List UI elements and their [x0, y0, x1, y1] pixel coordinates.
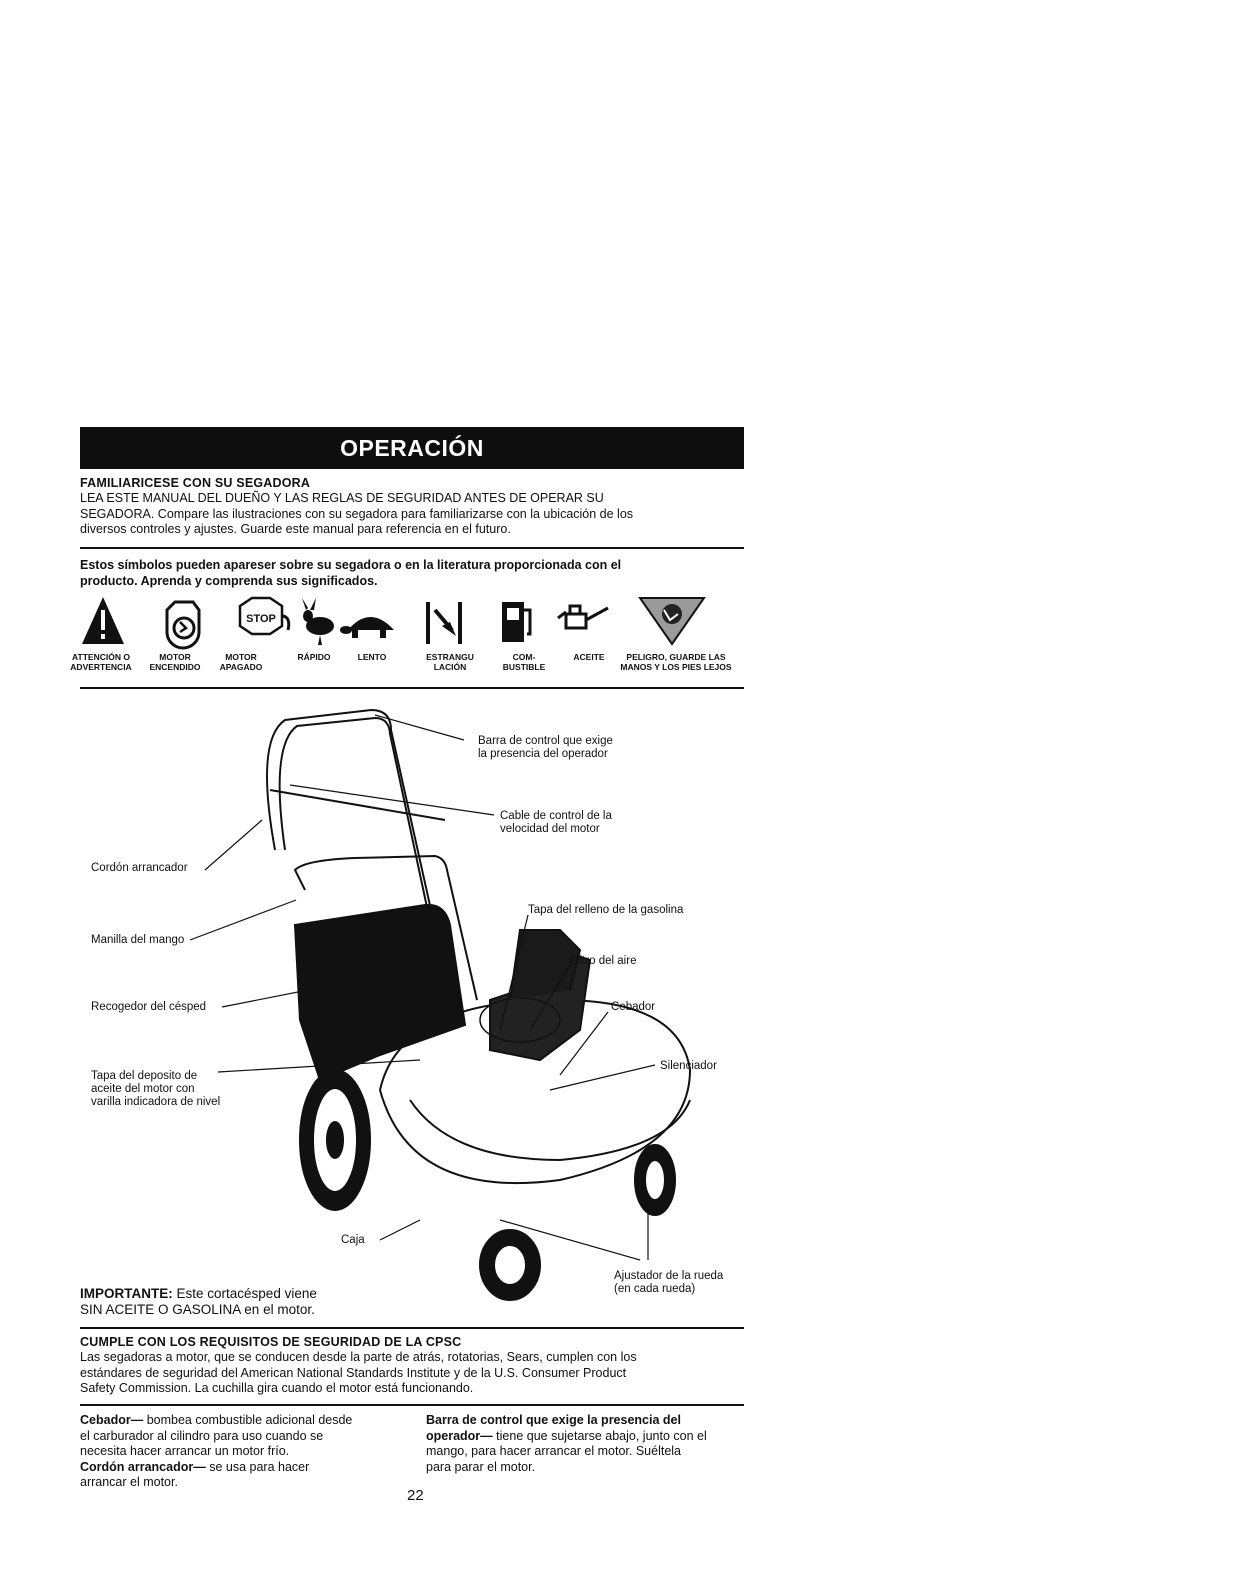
def-bar-text: tiene que sujetarse abajo, junto con el	[496, 1428, 707, 1443]
important-text-2: SIN ACEITE O GASOLINA en el motor.	[80, 1302, 315, 1317]
symbol-label-warning	[66, 652, 136, 672]
symbols-intro	[80, 558, 750, 589]
def-bar-line-2: mango, para hacer arrancar el motor. Suéltela	[426, 1444, 681, 1459]
callout-air-filter: Filtro del aire	[570, 955, 637, 967]
symbol-label-line: COM-	[512, 652, 536, 662]
cpsc-line-3: Safety Commission. La cuchilla gira cuando el motor está funcionando.	[80, 1381, 474, 1396]
symbol-label-line: APAGADO	[219, 662, 263, 672]
symbol-label-line: MOTOR	[225, 652, 257, 662]
symbol-label-danger	[606, 652, 746, 672]
symbol-label-line: LENTO	[357, 652, 387, 662]
def-primer-text: bombea combustible adicional desde	[146, 1413, 353, 1427]
symbol-label-line: ESTRANGU	[426, 652, 474, 662]
fuel-pump-icon	[502, 602, 530, 642]
symbol-label-line: MANOS Y LOS PIES LEJOS	[620, 662, 732, 672]
symbol-label-line: MOTOR	[159, 652, 191, 662]
symbol-label-line: ACEITE	[573, 652, 605, 662]
symbols-intro-line-1: Estos símbolos pueden apareser sobre su segadora o en la literatura proporcionada con el	[80, 558, 622, 572]
def-bar-line-3: para parar el motor.	[426, 1459, 536, 1474]
important-label: IMPORTANTE:	[80, 1286, 173, 1301]
oil-can-icon	[558, 606, 608, 628]
familiarize-line-2: SEGADORA. Compare las ilustraciones con su segadora para familiarizarse con la ubicación de los	[80, 506, 634, 521]
section-banner	[80, 427, 744, 469]
callout-muffler: Silenciador	[660, 1060, 717, 1072]
hand-blade-danger-icon	[640, 598, 704, 644]
callout-line: varilla indicadora de nivel	[91, 1096, 221, 1108]
engine-on-icon	[167, 602, 199, 648]
symbol-label-line: LACIÓN	[433, 662, 467, 672]
callout-wheel-adjuster	[614, 1270, 723, 1296]
def-cord-line-1	[80, 1460, 410, 1476]
symbols-intro-line-2: producto. Aprenda y comprenda sus significados.	[80, 573, 378, 588]
stop-text: STOP	[246, 613, 276, 625]
divider	[80, 547, 744, 549]
section-title: OPERACIÓN	[340, 434, 484, 461]
rabbit-fast-icon	[302, 598, 334, 645]
callout-line: la presencia del operador	[478, 748, 608, 760]
callout-line: velocidad del motor	[500, 823, 600, 835]
def-cord-term: Cordón arrancador—	[80, 1459, 206, 1474]
symbol-label-engine-on	[140, 652, 210, 672]
cpsc-line-1: Las segadoras a motor, que se conducen desde la parte de atrás, rotatorias, Sears, cumplen con los	[80, 1350, 637, 1364]
familiarize-paragraph	[80, 491, 750, 538]
callout-grass-catcher: Recogedor del césped	[91, 1001, 207, 1013]
cpsc-paragraph	[80, 1350, 750, 1397]
symbol-label-fuel	[492, 652, 556, 672]
callout-housing: Caja	[341, 1234, 365, 1246]
definitions-left	[80, 1413, 410, 1491]
def-primer-line-1	[80, 1413, 410, 1429]
stop-icon	[240, 598, 289, 634]
symbol-label-line: ENCENDIDO	[149, 662, 201, 672]
symbol-label-line: ADVERTENCIA	[70, 662, 132, 672]
callout-line: Cable de control de la	[500, 810, 612, 822]
familiarize-line-3: diversos controles y ajustes. Guarde este manual para referencia en el futuro.	[80, 522, 511, 537]
cpsc-line-2: estándares de seguridad del American National Standards Institute y de la U.S. Consumer Product	[80, 1365, 627, 1380]
familiarize-line-1: LEA ESTE MANUAL DEL DUEÑO Y LAS REGLAS DE SEGURIDAD ANTES DE OPERAR SU	[80, 491, 604, 505]
def-primer-line-3: necesita hacer arrancar un motor frío.	[80, 1444, 290, 1459]
symbol-label-slow	[342, 652, 402, 662]
important-text-1: Este cortacésped viene	[176, 1286, 317, 1301]
callout-line: Tapa del deposito de	[91, 1070, 198, 1082]
def-bar-term-1: Barra de control que exige la presencia del	[426, 1413, 681, 1427]
page-number: 22	[407, 1487, 424, 1504]
warning-triangle-icon	[82, 597, 124, 644]
def-bar-term-2: operador—	[426, 1428, 493, 1443]
turtle-slow-icon	[340, 617, 394, 638]
callout-line: Ajustador de la rueda	[614, 1270, 724, 1282]
callout-line: (en cada rueda)	[614, 1283, 696, 1295]
divider	[80, 1404, 744, 1406]
important-note	[80, 1286, 317, 1318]
def-bar-line-1	[426, 1429, 756, 1445]
def-primer-line-2: el carburador al cilindro para uso cuando se	[80, 1428, 324, 1443]
def-primer-term: Cebador—	[80, 1413, 144, 1427]
symbol-label-engine-off	[208, 652, 274, 672]
callout-line: aceite del motor con	[91, 1083, 195, 1095]
symbol-label-line: RÁPIDO	[297, 652, 331, 662]
callout-starter-cord: Cordón arrancador	[91, 862, 188, 874]
callout-handle-knob: Manilla del mango	[91, 934, 185, 946]
callout-primer: Cebador	[611, 1001, 656, 1013]
callout-fuel-cap: Tapa del relleno de la gasolina	[528, 904, 684, 916]
symbol-label-line: BUSTIBLE	[502, 662, 546, 672]
symbol-label-line: ATTENCIÓN O	[72, 652, 130, 662]
symbol-label-line: PELIGRO, GUARDE LAS	[626, 652, 726, 662]
definitions-right	[426, 1413, 756, 1475]
def-cord-line-2: arrancar el motor.	[80, 1475, 178, 1490]
callout-oil-cap	[91, 1070, 220, 1109]
callout-speed-cable	[500, 810, 612, 836]
choke-icon	[428, 602, 460, 644]
divider	[80, 687, 744, 689]
symbol-icons	[80, 592, 744, 650]
symbol-label-choke	[414, 652, 486, 672]
symbol-label-fast	[284, 652, 344, 662]
def-cord-text: se usa para hacer	[209, 1459, 310, 1474]
callout-control-bar	[478, 735, 613, 761]
important-line-1	[80, 1286, 317, 1302]
callout-line: Barra de control que exige	[478, 735, 613, 747]
familiarize-heading: FAMILIARICESE CON SU SEGADORA	[80, 476, 311, 490]
divider	[80, 1327, 744, 1329]
cpsc-heading: CUMPLE CON LOS REQUISITOS DE SEGURIDAD DE LA CPSC	[80, 1335, 462, 1349]
